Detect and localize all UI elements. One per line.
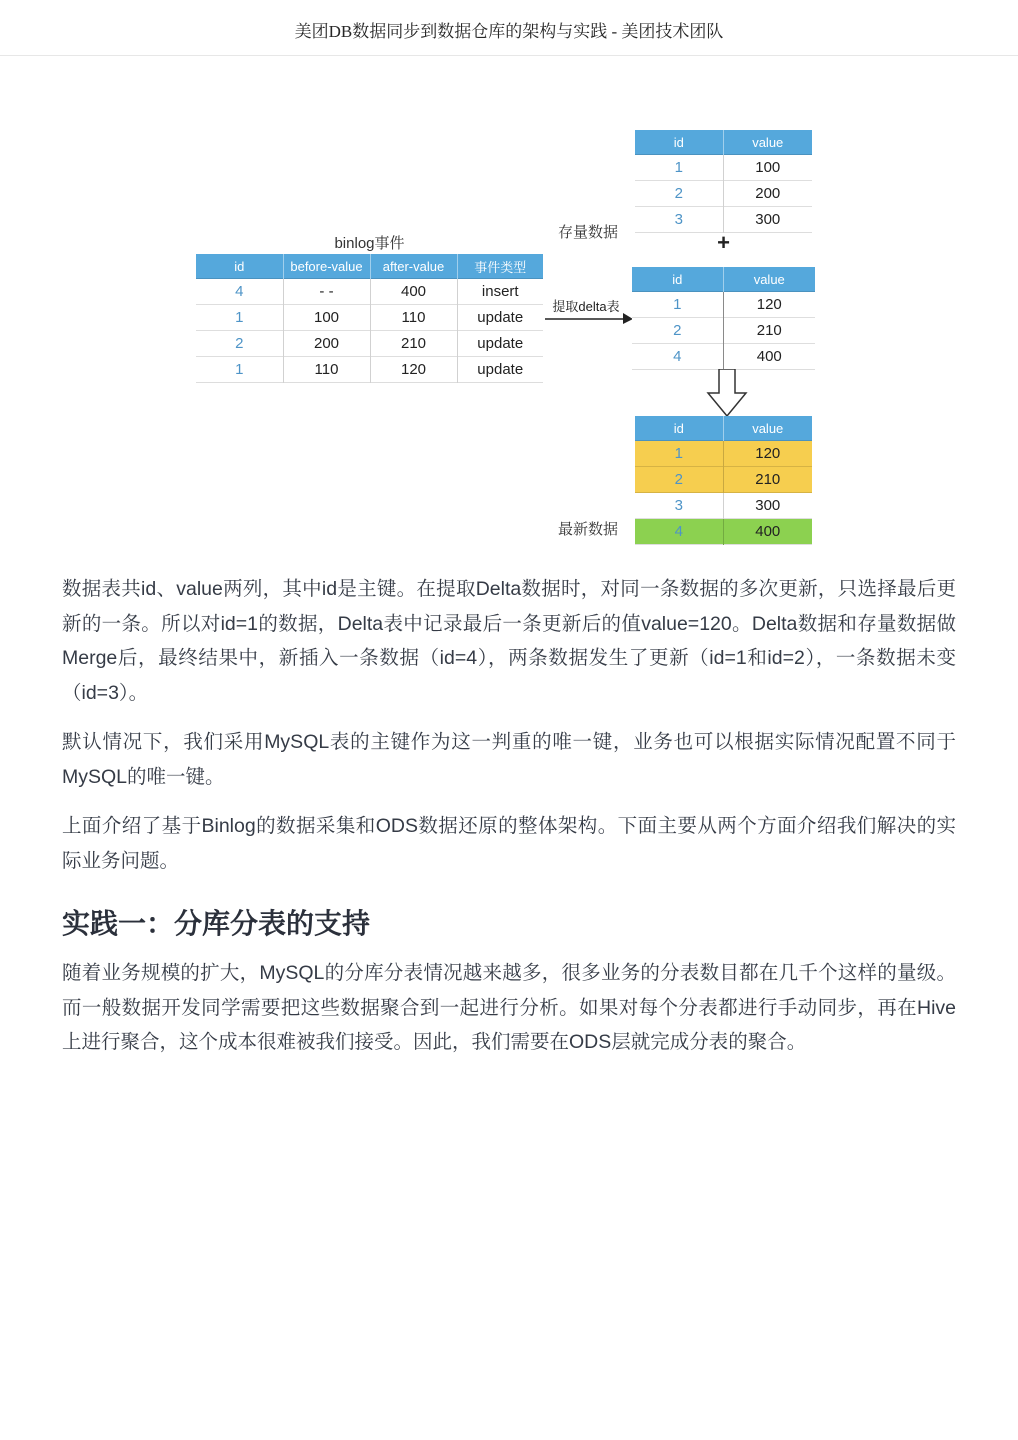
result-table xyxy=(635,416,812,545)
table-header-row xyxy=(635,416,812,441)
column-header: before-value xyxy=(283,254,370,279)
table-cell: 200 xyxy=(283,331,370,357)
table-row xyxy=(632,344,815,370)
table-cell: 120 xyxy=(723,441,812,467)
table-row xyxy=(635,207,812,233)
binlog-table-title: binlog事件 xyxy=(334,235,405,252)
stock-table xyxy=(635,130,812,233)
table-cell: 2 xyxy=(632,318,723,344)
table-cell: 2 xyxy=(196,331,283,357)
table-cell: update xyxy=(457,357,543,383)
table-cell: 100 xyxy=(723,155,812,181)
table-cell: 120 xyxy=(370,357,457,383)
column-header: id xyxy=(632,267,723,292)
table-cell: 1 xyxy=(635,155,723,181)
table-cell: 110 xyxy=(283,357,370,383)
delta-table xyxy=(632,267,815,370)
table-cell: 210 xyxy=(723,467,812,493)
column-header: value xyxy=(723,267,815,292)
table-cell: 3 xyxy=(635,493,723,519)
table-cell: 1 xyxy=(632,292,723,318)
table-cell: 300 xyxy=(723,493,812,519)
down-arrow-icon xyxy=(705,369,749,417)
table-cell: 1 xyxy=(635,441,723,467)
table-cell: 300 xyxy=(723,207,812,233)
table-cell: 120 xyxy=(723,292,815,318)
right-arrow-icon xyxy=(545,311,633,325)
table-row xyxy=(632,292,815,318)
table-cell: 2 xyxy=(635,181,723,207)
table-row xyxy=(196,305,543,331)
table-row-updated xyxy=(635,441,812,467)
table-cell: insert xyxy=(457,279,543,305)
table-row xyxy=(196,357,543,383)
table-cell: 210 xyxy=(370,331,457,357)
column-header: id xyxy=(196,254,283,279)
table-cell: 2 xyxy=(635,467,723,493)
table-cell: 200 xyxy=(723,181,812,207)
table-cell: 400 xyxy=(723,519,812,545)
table-row-updated xyxy=(635,467,812,493)
extract-delta-label: 提取delta表 xyxy=(552,299,620,314)
column-header: id xyxy=(635,130,723,155)
column-header: id xyxy=(635,416,723,441)
paragraph-sharding-intro: 随着业务规模的扩大，MySQL的分库分表情况越来越多，很多业务的分表数目都在几千个这样的量级。而一般数据开发同学需要把这些数据聚合到一起进行分析。如果对每个分表都进行手动同步，再在Hive上进行聚合，这个成本很难被我们接受。因此，我们需要在ODS层就完成分表的聚合。 xyxy=(62,962,956,1053)
table-header-row xyxy=(635,130,812,155)
page-header xyxy=(0,0,1018,56)
table-cell: 100 xyxy=(283,305,370,331)
table-row xyxy=(635,155,812,181)
column-header: 事件类型 xyxy=(457,254,543,279)
table-cell: 4 xyxy=(635,519,723,545)
table-cell: 4 xyxy=(196,279,283,305)
stock-data-label: 存量数据 xyxy=(558,224,619,241)
binlog-table xyxy=(196,254,543,383)
plus-operator: + xyxy=(717,230,730,255)
page-title: 美团DB数据同步到数据仓库的架构与实践 - 美团技术团队 xyxy=(294,22,724,41)
table-cell: - - xyxy=(283,279,370,305)
paragraph-merge-explanation: 数据表共id、value两列，其中id是主键。在提取Delta数据时，对同一条数据的多次更新，只选择最后更新的一条。所以对id=1的数据，Delta表中记录最后一条更新后的值value=120。Delta数据和存量数据做Merge后，最终结果中，新插入一条数据（id=4），两条数据发生了更新（id=1和id=2），一条数据未变（id=3）。 xyxy=(62,578,956,704)
paragraph-architecture-summary: 上面介绍了基于Binlog的数据采集和ODS数据还原的整体架构。下面主要从两个方面介绍我们解决的实际业务问题。 xyxy=(62,815,956,872)
column-header: value xyxy=(723,130,812,155)
table-row xyxy=(196,331,543,357)
table-cell: 400 xyxy=(723,344,815,370)
table-row xyxy=(196,279,543,305)
table-row xyxy=(632,318,815,344)
table-cell: 400 xyxy=(370,279,457,305)
table-header-row xyxy=(196,254,543,279)
table-row-inserted xyxy=(635,519,812,545)
merge-flow-diagram xyxy=(0,56,1018,556)
table-row xyxy=(635,181,812,207)
table-row-unchanged xyxy=(635,493,812,519)
table-cell: 1 xyxy=(196,305,283,331)
column-header: after-value xyxy=(370,254,457,279)
table-cell: update xyxy=(457,305,543,331)
table-cell: 4 xyxy=(632,344,723,370)
table-header-row xyxy=(632,267,815,292)
table-cell: 1 xyxy=(196,357,283,383)
table-cell: 110 xyxy=(370,305,457,331)
article-body xyxy=(0,572,1018,1060)
paragraph-unique-key: 默认情况下，我们采用MySQL表的主键作为这一判重的唯一键，业务也可以根据实际情况配置不同于MySQL的唯一键。 xyxy=(62,731,956,788)
table-cell: update xyxy=(457,331,543,357)
table-cell: 210 xyxy=(723,318,815,344)
table-cell: 3 xyxy=(635,207,723,233)
section-heading-practice-one: 实践一：分库分表的支持 xyxy=(62,908,371,939)
column-header: value xyxy=(723,416,812,441)
latest-data-label: 最新数据 xyxy=(558,521,619,538)
